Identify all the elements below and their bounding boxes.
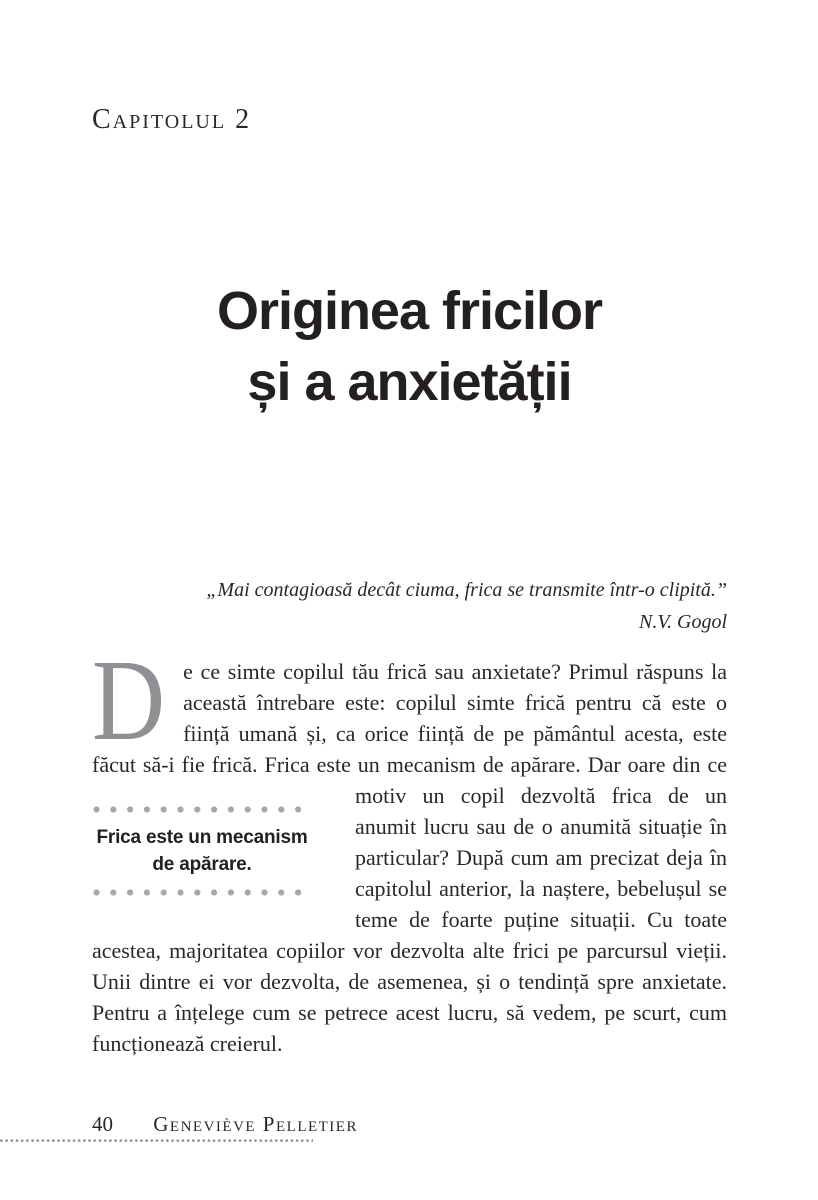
body-text-part2: ce motiv un copil dezvoltă frica de un anumit lucru sau de o anumită situație în particular? După cum am precizat deja în capitolul anterior, la naștere, bebelușul se teme de foarte puține situații. Cu toate acestea, majoritatea copiilor vor dezvolta alte frici pe parcursul vieții. Unii dintre ei vor dezvolta, de asemenea, și o tendință spre anxietate. Pentru a înțelege cum se petrece acest lucru, să vedem, pe scurt, cum funcționează creierul.: [92, 752, 727, 1056]
chapter-title-line1: Originea fricilor: [216, 281, 603, 341]
epigraph-text: „Mai contagioasă decât ciuma, frica se transmite într-o clipită.”: [206, 579, 727, 601]
chapter-title-line2: și a anxietății: [247, 352, 572, 412]
page-number: 40: [92, 1112, 113, 1136]
pull-quote-box: [92, 780, 312, 930]
pull-quote-text: [92, 824, 312, 878]
epigraph-attribution: N.V. Gogol: [639, 611, 727, 633]
body-paragraph: [92, 637, 727, 1059]
dotted-rule-top: [93, 806, 311, 813]
page-footer: [92, 1112, 727, 1137]
epigraph: [92, 574, 727, 638]
chapter-label: Capitolul 2: [92, 104, 252, 135]
body-text-part1: e ce simte copilul tău frică sau anxietate? Primul răspuns la această întrebare este: copilul simte frică pentru că este o ființă umană și, ca orice ființă de pe pământul acesta, este făcut să-i fie frică. Frica este un mecanism de apărare. Dar oare din: [92, 659, 727, 777]
dotted-rule-bottom: [93, 889, 311, 896]
footer-dotted-rule: [0, 1139, 313, 1143]
drop-cap: D: [92, 637, 166, 764]
pull-quote-line1: Frica este un mecanism: [96, 827, 308, 848]
chapter-title: [92, 276, 727, 418]
pull-quote-line2: de apărare.: [152, 854, 252, 875]
running-title: Geneviève Pelletier: [153, 1112, 358, 1136]
